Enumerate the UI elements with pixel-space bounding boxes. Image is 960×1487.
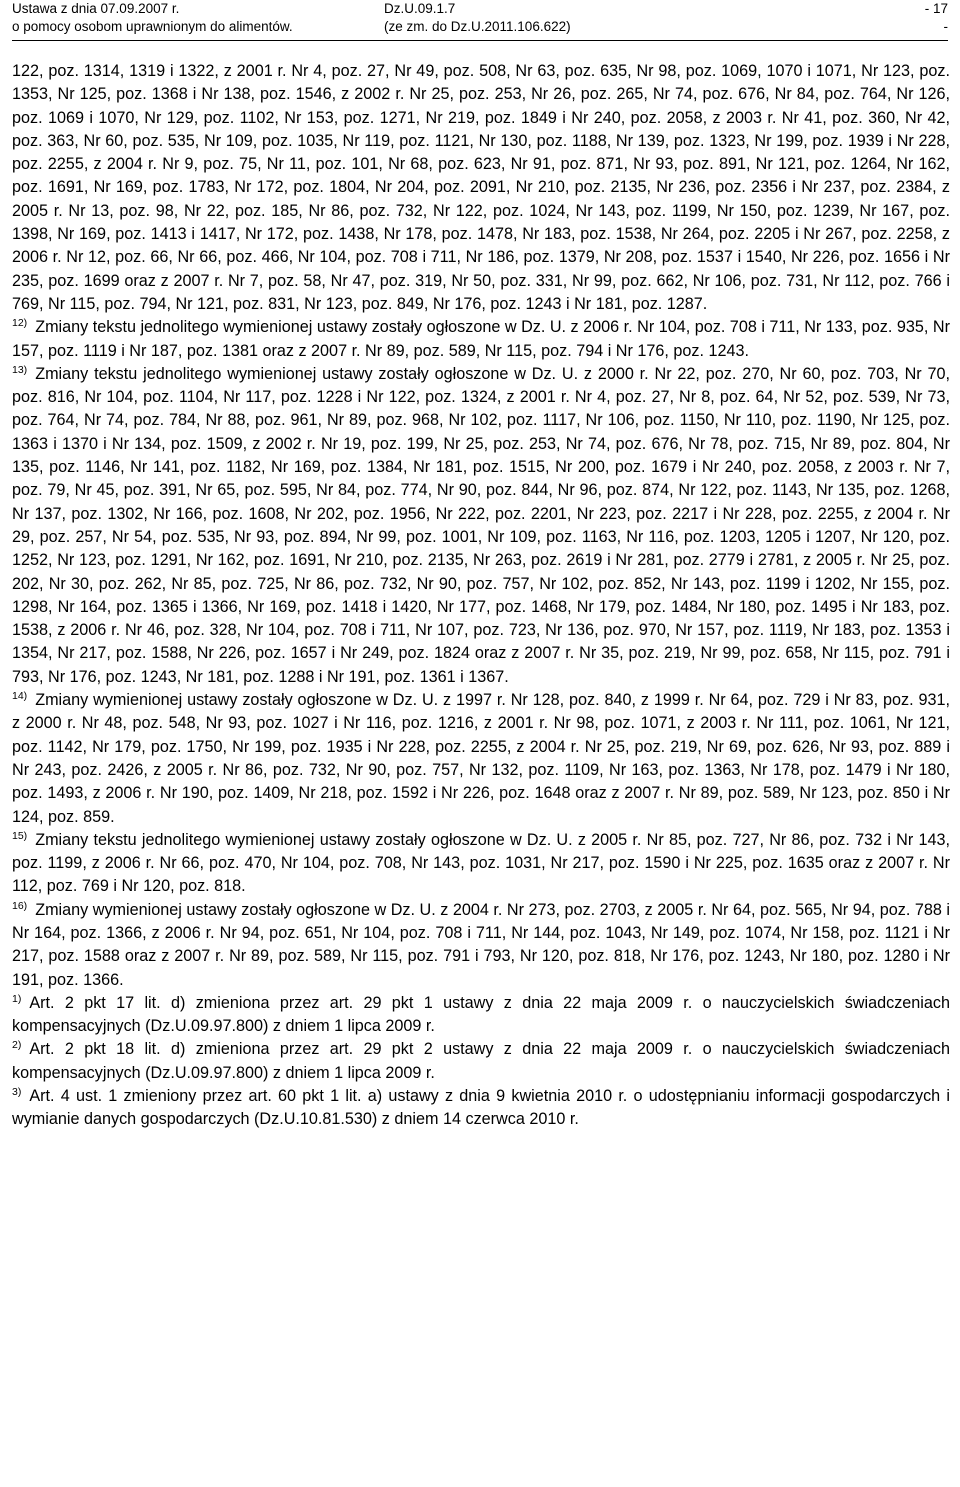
footnote-text: Art. 2 pkt 18 lit. d) zmieniona przez art. 29 pkt 2 ustawy z dnia 22 maja 2009 r. o nauczycielskich świadczeniach kompensacyjnych (Dz.U.09.97.800) z dniem 1 lipca 2009 r.	[12, 1040, 950, 1082]
header-act-date: Ustawa z dnia 07.09.2007 r.	[12, 1, 180, 16]
footnote-14	[12, 689, 950, 829]
footnote-text: Art. 4 ust. 1 zmieniony przez art. 60 pkt 1 lit. a) ustawy z dnia 9 kwietnia 2010 r. o udostępnianiu informacji gospodarczych i wymianie danych gospodarczych (Dz.U.10.81.530) z dniem 14 czerwca 2010 r.	[12, 1087, 950, 1129]
header-journal-ref	[384, 0, 571, 36]
header-divider	[12, 40, 948, 41]
footnote-12	[12, 316, 950, 363]
footnote-text: Art. 2 pkt 17 lit. d) zmieniona przez art. 29 pkt 1 ustawy z dnia 22 maja 2009 r. o nauczycielskich świadczeniach kompensacyjnych (Dz.U.09.97.800) z dniem 1 lipca 2009 r.	[12, 993, 950, 1036]
amendment-note-1	[12, 992, 950, 1039]
footnote-continuation	[12, 60, 950, 316]
header-act-name: o pomocy osobom uprawnionym do alimentów.	[12, 19, 293, 34]
footnotes-body	[12, 60, 950, 1132]
footnote-text: Zmiany wymienionej ustawy zostały ogłoszone w Dz. U. z 2004 r. Nr 273, poz. 2703, z 2005 r. Nr 64, poz. 565, Nr 94, poz. 788 i Nr 164, poz. 1366, z 2006 r. Nr 94, poz. 651, Nr 104, poz. 708 i 711, Nr 144, poz. 1043, Nr 149, poz. 1074, Nr 158, poz. 1121 i Nr 217, poz. 1588 oraz z 2007 r. Nr 89, poz. 589, Nr 115, poz. 791 i 793, Nr 120, poz. 818, Nr 176, poz. 1243, Nr 180, poz. 1280 i Nr 191, poz. 1366.	[12, 900, 950, 989]
footnote-marker: 15)	[12, 829, 28, 842]
footnote-marker: 2)	[12, 1039, 22, 1052]
footnote-15	[12, 829, 950, 899]
header-page-number-block	[925, 0, 948, 36]
footnote-text: 122, poz. 1314, 1319 i 1322, z 2001 r. Nr 4, poz. 27, Nr 49, poz. 508, Nr 63, poz. 635, Nr 98, poz. 1069, 1070 i 1071, Nr 123, poz. 1353, Nr 125, poz. 1368 i Nr 138, poz. 1546, z 2002 r. Nr 25, poz. 253, Nr 26, poz. 265, Nr 74, poz. 676, Nr 84, poz. 764, Nr 126, poz. 1069 i 1070, Nr 129, poz. 1102, Nr 153, poz. 1271, Nr 219, poz. 1849 i Nr 240, poz. 2058, z 2003 r. Nr 41, poz. 360, Nr 42, poz. 363, Nr 60, poz. 535, Nr 109, poz. 1035, Nr 119, poz. 1121, Nr 130, poz. 1188, Nr 139, poz. 1323, Nr 199, poz. 1939 i Nr 228, poz. 2255, z 2004 r. Nr 9, poz. 75, Nr 11, poz. 101, Nr 68, poz. 623, Nr 91, poz. 871, Nr 93, poz. 891, Nr 121, poz. 1264, Nr 162, poz. 1691, Nr 169, poz. 1783, Nr 172, poz. 1804, Nr 204, poz. 2091, Nr 210, poz. 2135, Nr 236, poz. 2356 i Nr 237, poz. 2384, z 2005 r. Nr 13, poz. 98, Nr 22, poz. 185, Nr 86, poz. 732, Nr 122, poz. 1024, Nr 143, poz. 1199, Nr 150, poz. 1239, Nr 167, poz. 1398, Nr 169, poz. 1413 i 1417, Nr 172, poz. 1438, Nr 178, poz. 1478, Nr 183, poz. 1538, Nr 264, poz. 2205 i Nr 267, poz. 2258, z 2006 r. Nr 12, poz. 66, Nr 66, poz. 466, Nr 104, poz. 708 i 711, Nr 186, poz. 1379, Nr 208, poz. 1537 i 1540, Nr 226, poz. 1656 i Nr 235, poz. 1699 oraz z 2007 r. Nr 7, poz. 58, Nr 47, poz. 319, Nr 50, poz. 331, Nr 99, poz. 662, Nr 106, poz. 731, Nr 112, poz. 766 i 769, Nr 115, poz. 794, Nr 121, poz. 831, Nr 123, poz. 849, Nr 176, poz. 1243 i Nr 181, poz. 1287.	[12, 62, 950, 313]
footnote-text: Zmiany tekstu jednolitego wymienionej ustawy zostały ogłoszone w Dz. U. z 2006 r. Nr 104, poz. 708 i 711, Nr 133, poz. 935, Nr 157, poz. 1119 i Nr 187, poz. 1381 oraz z 2007 r. Nr 89, poz. 589, Nr 115, poz. 794 i Nr 176, poz. 1243.	[12, 318, 950, 360]
footnote-13	[12, 363, 950, 689]
footnote-marker: 3)	[12, 1086, 22, 1099]
page-header	[0, 0, 960, 44]
footnote-marker: 1)	[12, 992, 22, 1005]
footnote-16	[12, 899, 950, 992]
page-number: - 17	[924, 1, 948, 16]
footnote-text: Zmiany wymienionej ustawy zostały ogłoszone w Dz. U. z 1997 r. Nr 128, poz. 840, z 1999 r. Nr 64, poz. 729 i Nr 83, poz. 931, z 2000 r. Nr 48, poz. 548, Nr 93, poz. 1027 i Nr 116, poz. 1216, z 2001 r. Nr 98, poz. 1071, z 2003 r. Nr 111, poz. 1061, Nr 121, poz. 1142, Nr 179, poz. 1750, Nr 199, poz. 1935 i Nr 228, poz. 2255, z 2004 r. Nr 25, poz. 219, Nr 69, poz. 626, Nr 93, poz. 889 i Nr 243, poz. 2426, z 2005 r. Nr 86, poz. 732, Nr 90, poz. 757, Nr 132, poz. 1109, Nr 163, poz. 1363, Nr 178, poz. 1479 i Nr 180, poz. 1493, z 2006 r. Nr 190, poz. 1409, Nr 218, poz. 1592 i Nr 226, poz. 1648 oraz z 2007 r. Nr 89, poz. 589, Nr 123, poz. 850 i Nr 124, poz. 859.	[12, 691, 950, 826]
footnote-text: Zmiany tekstu jednolitego wymienionej ustawy zostały ogłoszone w Dz. U. z 2000 r. Nr 22, poz. 270, Nr 60, poz. 703, Nr 70, poz. 816, Nr 104, poz. 1104, Nr 117, poz. 1228 i Nr 122, poz. 1324, z 2001 r. Nr 4, poz. 27, Nr 8, poz. 64, Nr 52, poz. 539, Nr 73, poz. 764, Nr 74, poz. 784, Nr 88, poz. 961, Nr 89, poz. 968, Nr 102, poz. 1117, Nr 106, poz. 1150, Nr 110, poz. 1190, Nr 125, poz. 1363 i 1370 i Nr 134, poz. 1509, z 2002 r. Nr 19, poz. 199, Nr 25, poz. 253, Nr 74, poz. 676, Nr 78, poz. 715, Nr 89, poz. 804, Nr 135, poz. 1146, Nr 141, poz. 1182, Nr 169, poz. 1384, Nr 181, poz. 1515, Nr 200, poz. 1679 i Nr 240, poz. 2058, z 2003 r. Nr 7, poz. 79, Nr 45, poz. 391, Nr 65, poz. 595, Nr 84, poz. 774, Nr 90, poz. 844, Nr 96, poz. 874, Nr 122, poz. 1143, Nr 135, poz. 1268, Nr 137, poz. 1302, Nr 166, poz. 1608, Nr 202, poz. 1956, Nr 222, poz. 2201, Nr 223, poz. 2217 i Nr 228, poz. 2255, z 2004 r. Nr 29, poz. 257, Nr 54, poz. 535, Nr 93, poz. 894, Nr 99, poz. 1001, Nr 109, poz. 1163, Nr 116, poz. 1203, 1205 i 1207, Nr 120, poz. 1252, Nr 123, poz. 1291, Nr 162, poz. 1691, Nr 210, poz. 2135, Nr 263, poz. 2619 i Nr 281, poz. 2779 i 2781, z 2005 r. Nr 25, poz. 202, Nr 30, poz. 262, Nr 85, poz. 725, Nr 86, poz. 732, Nr 90, poz. 757, Nr 102, poz. 852, Nr 143, poz. 1199 i 1202, Nr 155, poz. 1298, Nr 164, poz. 1365 i 1366, Nr 169, poz. 1418 i 1420, Nr 177, poz. 1468, Nr 179, poz. 1484, Nr 180, poz. 1495 i Nr 183, poz. 1538, z 2006 r. Nr 46, poz. 328, Nr 104, poz. 708 i 711, Nr 107, poz. 723, Nr 136, poz. 970, Nr 157, poz. 1119, Nr 183, poz. 1353 i 1354, Nr 217, poz. 1588, Nr 226, poz. 1657 i Nr 249, poz. 1824 oraz z 2007 r. Nr 35, poz. 219, Nr 99, poz. 658, Nr 115, poz. 791 i 793, Nr 176, poz. 1243, Nr 181, poz. 1288 i Nr 191, poz. 1361 i 1367.	[12, 364, 950, 686]
footnote-marker: 14)	[12, 690, 28, 703]
header-journal-number: Dz.U.09.1.7	[384, 1, 456, 16]
amendment-note-3	[12, 1085, 950, 1132]
header-act-title	[12, 0, 293, 36]
footnote-marker: 13)	[12, 363, 28, 376]
footnote-marker: 16)	[12, 899, 28, 912]
header-amendments-ref: (ze zm. do Dz.U.2011.106.622)	[384, 19, 571, 34]
footnote-text: Zmiany tekstu jednolitego wymienionej ustawy zostały ogłoszone w Dz. U. z 2005 r. Nr 85, poz. 727, Nr 86, poz. 732 i Nr 143, poz. 1199, z 2006 r. Nr 66, poz. 470, Nr 104, poz. 708, Nr 143, poz. 1031, Nr 217, poz. 1590 i Nr 225, poz. 1635 oraz z 2007 r. Nr 112, poz. 769 i Nr 120, poz. 818.	[12, 830, 950, 896]
page-number-dash: -	[943, 19, 948, 34]
footnote-marker: 12)	[12, 317, 28, 330]
amendment-note-2	[12, 1038, 950, 1085]
